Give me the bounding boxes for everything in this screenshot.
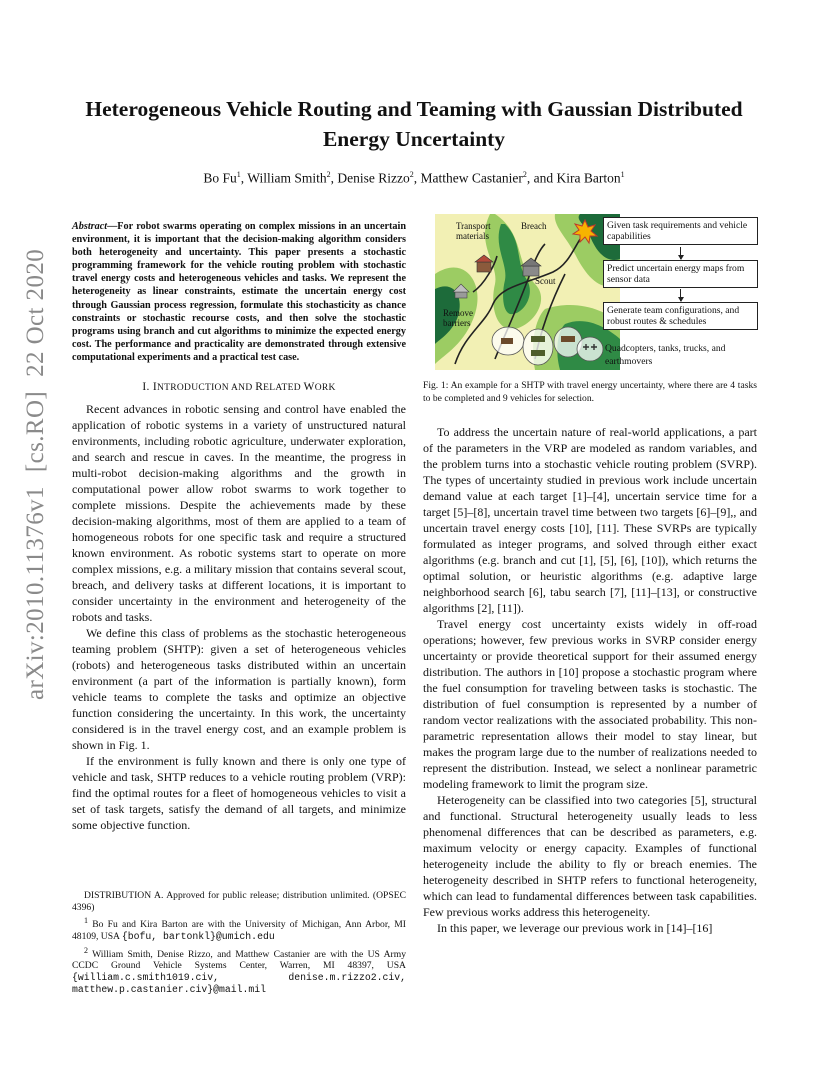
arxiv-stamp <box>22 235 50 700</box>
right-column <box>423 213 757 936</box>
author-name: Bo Fu <box>203 170 237 186</box>
author-name: Kira Barton <box>556 170 621 186</box>
author-name: Matthew Castanier <box>420 170 523 186</box>
flow-note: Quadcopters, tanks, trucks, and earthmovers <box>605 343 726 367</box>
paper-title <box>60 94 768 154</box>
affiliation-mark: 2 <box>522 170 527 179</box>
affiliation-mark: 1 <box>236 170 241 179</box>
author-separator: , <box>240 170 248 186</box>
footnote-1 <box>72 915 406 942</box>
body-paragraph: Travel energy cost uncertainty exists widely in off-road operations; however, few previous works in SVRP consider energy uncertainty or provide theoretical support for their assumed energy distribution. The authors in [10] propose a stochastic program where the fuel consumption for traveling between tasks is stochastic. The distribution of fuel consumption is represented by a number of random vector realizations with the associated probability. This non-parametric representation allows their model to stay linear, but makes the program large due to the number of realizations needed to represent the distribution. Instead, we select a nonlinear parametric modeling framework to limit the program size. <box>423 617 757 791</box>
author-separator: , and <box>526 170 557 186</box>
body-paragraph: If the environment is fully known and there is only one type of vehicle and task, SHTP reduces to a vehicle routing problem (VRP): find the optimal routes for a fleet of homogeneous vehicles to visit a set of task targets, satisfy the demand of all targets, and minimize some objective function. <box>72 754 406 833</box>
section-smallcaps: ELATED <box>263 383 304 394</box>
figure-caption: Fig. 1: An example for a SHTP with travel energy uncertainty, where there are 4 tasks to be completed and 9 vehicles for selection. <box>423 380 757 404</box>
arxiv-id: arXiv:2010.11376v1 <box>22 486 49 700</box>
section-smallcaps: ORK <box>314 383 336 394</box>
abstract-text: For robot swarms operating on complex missions in an uncertain environment, it is important that the decision-making algorithm considers both heterogeneity and uncertainty. This paper presents a stochastic programming framework for the vehicle routing problem with stochastic travel energy costs and heterogeneous vehicles and tasks. We represent the heterogeneity as linear constraints, estimate the uncertain energy cost through Gaussian process regression, formulate this stochasticity as chance constraints or stochastic recourse costs, and then solve the stochastic programs using branch and cut algorithms to minimize the expected energy cost. The performance and practicality are demonstrated through extensive computational experiments and a practical test case. <box>72 221 406 363</box>
arxiv-date: 22 Oct 2020 <box>22 248 49 377</box>
author-name: William Smith <box>247 170 327 186</box>
affiliation-mark: 2 <box>326 170 331 179</box>
truck-icon <box>501 338 513 344</box>
abstract-dash: — <box>107 221 118 232</box>
flow-step-2: Predict uncertain energy maps from sensor data <box>603 260 758 288</box>
map-label-breach: Breach <box>521 221 547 231</box>
figure-1 <box>423 213 757 375</box>
section-heading <box>72 381 406 393</box>
section-number: I. <box>142 381 150 394</box>
spacer <box>423 405 757 424</box>
author-name: Denise Rizzo <box>337 170 410 186</box>
footnote-email: {william.c.smith1019.civ, denise.m.rizzo2.civ, matthew.p.castanier.civ}@mail.mil <box>72 971 406 995</box>
author-separator: , <box>330 170 338 186</box>
vehicle-group <box>577 337 603 361</box>
tower-icon <box>523 266 539 276</box>
body-paragraph: Heterogeneity can be classified into two categories [5], structural and functional. Structural heterogeneity usually leads to less phenomenal differences that can be described as parameters, e.g. maximum velocity or energy capacity. Examples of functional heterogeneity include the ability to fly or breach enemies. The heterogeneity described in SHTP refers to functional heterogeneity, which can lead to fundamental differences between task capabilities. Few previous works address this heterogeneity. <box>423 793 757 919</box>
footnote-text: William Smith, Denise Rizzo, and Matthew Castanier are with the US Army CCDC Ground Vehicle Systems Center, Warren, MI 48397, USA <box>72 948 406 972</box>
author-separator: , <box>413 170 421 186</box>
map-label-scout: Scout <box>535 276 556 286</box>
footnote-text: Bo Fu and Kira Barton are with the University of Michigan, Ann Arbor, MI 48109, USA <box>72 919 406 942</box>
title-line-2: Energy Uncertainty <box>322 127 506 151</box>
footnotes <box>72 890 406 997</box>
section-smallcaps: NTRODUCTION AND <box>156 383 256 394</box>
footnote-email: {bofu, bartonkl}@umich.edu <box>121 930 275 942</box>
footnote-mark: 1 <box>84 916 88 926</box>
arxiv-category: [cs.RO] <box>22 390 49 473</box>
flow-step-1: Given task requirements and vehicle capabilities <box>603 217 758 245</box>
body-paragraph: In this paper, we leverage our previous work in [14]–[16] <box>437 921 713 935</box>
footnote-2 <box>72 945 406 996</box>
map-label-transport: Transport materials <box>456 221 491 241</box>
section-cap: R <box>255 381 264 394</box>
body-paragraph: Recent advances in robotic sensing and control have enabled the application of robotic systems in a variety of unstructured natural environments, including robotic agriculture, underwater exploration, and search and rescue in caves. In the meantime, the progress in multi-robot decision-making algorithms and the growth in computational power allow robot swarms to work together to complete missions. Despite the achievements made by these decision-making algorithms, most of them are applied to a team of homogeneous robots for one specific task and require a structured known environment. As robotic systems start to operate on more complex missions, e.g. a military mission that contains several scout, breach, and delivery tasks at different locations, it is important to consider uncertainty in the environment and heterogeneity of the robots and tasks. <box>72 402 406 625</box>
body-paragraph: To address the uncertain nature of real-world applications, a part of the parameters in the VRP are modeled as random variables, and the problem turns into a stochastic vehicle routing problem (SVRP). The types of uncertainty studied in previous work include uncertain demand value at each target [1]–[4], uncertain service time for a target [5]–[8], uncertain travel time between two targets [6]–[9],, and uncertain travel energy costs [10], [11]. These SVRPs are typically formulated as integer programs, and solved through either exact algorithms (e.g. branch and cut [1], [5], [6], [10]), which returns the optimal solution, or heuristic algorithms (e.g. adaptive large neighborhood search [6], tabu search [7], [11]–[13], or constructive algorithms [2], [11]). <box>423 425 757 615</box>
warehouse-icon <box>477 262 491 272</box>
flow-arrow <box>680 289 681 301</box>
tank-icon <box>531 336 545 342</box>
title-line-1: Heterogeneous Vehicle Routing and Teaming with Gaussian Distributed <box>85 97 743 121</box>
section-cap: W <box>303 381 315 394</box>
earthmover-icon <box>561 336 575 342</box>
abstract-label: Abstract <box>72 221 108 232</box>
section-cap: I <box>152 381 157 394</box>
footnote-mark: 2 <box>84 945 88 955</box>
flow-step-3: Generate team configurations, and robust routes & schedules <box>603 302 758 330</box>
map-label-remove: Remove barriers <box>443 308 473 328</box>
affiliation-mark: 1 <box>620 170 625 179</box>
author-list <box>60 170 768 187</box>
affiliation-mark: 2 <box>409 170 414 179</box>
barrier-icon <box>455 292 467 298</box>
body-paragraph: We define this class of problems as the stochastic heterogeneous teaming problem (SHTP): given a set of heterogeneous vehicles (robots) and heterogeneous tasks distributed within an uncertain environment (a part of the information is partially known), form vehicle teams to complete the tasks and optimize an objective function considering the uncertainty. In this work, the uncertainty considered is in the travel energy cost, and an example problem is shown in Fig. 1. <box>72 626 406 753</box>
tank-icon <box>531 350 545 356</box>
vehicle-group <box>523 329 553 365</box>
flow-arrow <box>680 247 681 259</box>
distribution-statement: DISTRIBUTION A. Approved for public release; distribution unlimited. (OPSEC 4396) <box>72 890 406 913</box>
terrain-map <box>435 214 620 370</box>
left-column <box>72 220 406 833</box>
abstract <box>72 220 406 364</box>
